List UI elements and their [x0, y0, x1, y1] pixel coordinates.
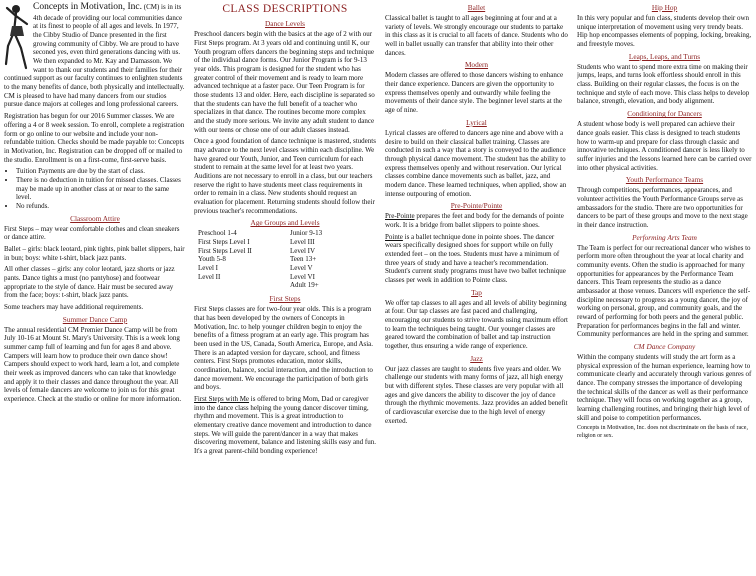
first-steps-with-me-heading: First Steps with Me	[194, 394, 250, 403]
attire-ballet: Ballet – girls: black leotard, pink tights, pink ballet slippers, hair in bun; boys: white t-shirt, black jazz pants.	[4, 244, 185, 262]
age-group-cell: Level V	[290, 264, 313, 273]
tap-text: We offer tap classes to all ages and all levels of ability beginning at four. Our tap classes are fast paced and challenging, encouraging our students to strive towards using maximum effort to learn the techniques being taught. Our younger classes are geared toward the combination of ballet and tap instruction together, thus ensuring a wide range of experience.	[385, 298, 568, 351]
jazz-text: Our jazz classes are taught to students five years and older. We challenge our students with many forms of jazz, all high energy but with different styles. These classes are very popular with all ages and give dancers the ability to discover the joy of dance through the rhythmic movements. Jazz provides an added benefit of cardiovascular exercise due to the high level of energy exerted.	[385, 364, 568, 425]
first-steps-with-me-paragraph	[194, 395, 376, 456]
conditioning-text: A student whose body is well prepared can achieve their dance goals easier. This class is designed to teach students how to warm-up and prepare for class through classic and innovative techniques. A conditioned dancer is less likely to suffer injuries and the lessons learned here can be carried over into other physical activities.	[577, 120, 752, 172]
pointe-paragraph	[385, 233, 568, 285]
hiphop-text: In this very popular and fun class, students develop their own unique interpretation of movement using very trendy beats. Hip hop encompasses elements of popping, locking, breaking, and freestyle moves.	[577, 14, 752, 49]
intro-text: is in its 4th decade of providing our local communities dance at its finest to people of all ages and levels. In 1977, the Cibby Studio of Dance presented in the first growing community of Cibby. We are proud to have seconed yes, even third generations dancing with us. We then expanded to Mr. Kay and Damasson. We want to thank our students and their families for their continued support as our faculty continues to enlighten students to the many benefits of dance, both physically and intellectually. CM is pleased to have had many dancers from our studios pursue dance majors at colleges and long professional careers.	[4, 3, 185, 109]
pre-pointe-text: prepares the feet and body for the demands of pointe work. It is a bridge from ballet slippers to pointe shoes.	[385, 212, 564, 229]
age-group-cell: Level VI	[290, 272, 315, 281]
age-group-cell: First Steps Level II	[198, 246, 252, 255]
age-group-cell: First Steps Level I	[198, 238, 250, 247]
age-group-cell: Preschool 1-4	[198, 229, 237, 238]
attire-heading: Classroom Attire	[70, 213, 120, 223]
pointe-heading: Pre-Pointe/Pointe	[450, 201, 503, 211]
bullet-refunds: • No refunds.	[16, 202, 186, 211]
youth-performance-text: Through competitions, performances, appearances, and volunteer activities the Youth Performance Groups serve as ambassadors for the studio. There are two opportunities for dancers to be part of these groups and move to the next stage in their dance instruction.	[577, 186, 748, 229]
cm-company-heading: CM Dance Company	[633, 342, 696, 352]
performing-arts-text: The Team is perfect for our recreational dancer who wishes to perform more often throughout the year at local charity and community events. Often the studio is approached for many opportunities for appearances by the Performance Team dancers. This Team represents the studio as a dance ambassador at those venues. Dancers will experience the self-discipline necessary to progress as a young dancer, the joy of working on personal, group, and community goals, and the reward of performing for both peers and the general public. Preparation for performances begins in the fall and winter. Community performances are held in the spring and summer.	[577, 243, 751, 339]
lyrical-text: Lyrical classes are offered to dancers age nine and above with a desire to build on their classical ballet training. Classes are conducted in such a way that a story is conveyed to the audience through physical dance movement. The student has the ability to express themselves openly and without reservation. Our lyrical classes combine dance movements such as ballet, jazz, and modern dance. These learned techniques, when applied, show an intense outpouring of emotion.	[385, 128, 567, 198]
age-group-cell: Level IV	[290, 246, 316, 255]
levels-heading: Dance Levels	[265, 19, 305, 29]
attire-other: All other classes – girls: any color leotard, jazz shorts or jazz pants. Dance tights a must (no pantyhose) and footwear appropriate to the style of dance. Hair must be secured away from the face; boys: t-shirt, black jazz pants.	[4, 265, 175, 300]
ballet-heading: Ballet	[467, 3, 486, 12]
column-intro	[4, 2, 186, 574]
pointe-label: Pointe	[385, 232, 403, 241]
hiphop-heading: Hip Hop	[651, 3, 678, 12]
intro-paragraph	[4, 2, 186, 109]
age-group-cell: Youth 5-8	[198, 255, 226, 264]
attire-first-steps: First Steps – may wear comfortable clothes and clean sneakers or dance attire.	[4, 224, 180, 242]
age-group-cell: Teen 13+	[290, 255, 317, 264]
lyrical-heading: Lyrical	[466, 117, 487, 127]
youth-performance-heading: Youth Performance Teams	[625, 175, 704, 185]
column-programs	[577, 2, 752, 574]
camp-heading: Summer Dance Camp	[62, 314, 128, 324]
levels-text: Preschool dancers begin with the basics at the age of 2 with our First Steps program. At 3 years old and continuing until K, our Youth program offers dancers the beginning steps and technique of the individual dance forms. Our Junior Program is for 9-13 year olds. This program is designed for the student who has greater control of their movement and is ready to learn more advanced technique at a faster pace. Our Teen Program is for those students 13 and older. Here, each discipline is separated so that the students can have the full benefit of a teacher who specializes in that dance. The routines become more complex and the study more serious. We invite any adult student to dance with our teens or chose one of our adult classes instead.	[194, 30, 375, 134]
age-group-cell: Level III	[290, 238, 315, 247]
age-group-cell: Level II	[198, 272, 221, 281]
registration-text: Registration has begun for our 2016 Summer classes. We are offering a 4 or 8 week session. To enroll, complete a registration form or go online to our website and include your non-refundable tuition. Checks should be made payable to: Concepts in Motivation, Inc. Registration can be dropped off or mailed to the studio. Enrollment is on a first-come, first-serve basis.	[4, 112, 185, 164]
page-title: CLASS DESCRIPTIONS	[222, 3, 348, 15]
performing-arts-heading: Performing Arts Team	[632, 232, 697, 242]
modern-heading: Modern	[464, 60, 489, 70]
cm-company-text: Within the company students will study the art form as a physical expression of the human experience, learning how to communicate clearly and accurately through various genres of dance. The company stresses the importance of developing the technical skills of the dancer as well as their performance technique. They will focus on working together as a group, learning challenging routines, and bringing their high level of skill and poise to competition performances.	[577, 353, 752, 422]
jazz-heading: Jazz	[470, 353, 483, 363]
modern-text: Modern classes are offered to those dancers wishing to enhance their dance experience. Dancers are given the opportunity to express themselves openly and outwardly while feeling the movements of their dance style. The beginner level starts at the age of nine.	[385, 71, 564, 115]
age-group-cell: Level I	[198, 264, 219, 273]
column-class-descriptions	[194, 2, 376, 574]
age-group-cell: Junior 9-13	[290, 229, 323, 238]
leaps-heading: Leaps, Leaps, and Turns	[628, 51, 701, 61]
bullet-deduction: • There is no deduction in tuition for missed classes. Classes may be made up in another class at or near to the same level.	[16, 176, 186, 202]
foundation-text: Once a good foundation of dance technique is mastered, students may advance to the next level classes within each discipline. We have geared our Youth, Junior, and Teen curriculum for each student to remain at the same level for at least two years. Auditions are not necessary to enroll in a class, but our teachers reserve the right to have students meet class requirements in order to remain in a class. New students should request an evaluation for placement. Returning students should follow their previous teacher's recommendations.	[194, 137, 376, 215]
leaps-text: Students who want to spend more extra time on making their jumps, leaps, and turns look effortless should enroll in this class. Building on their regular classes, the focus is on the technique and style of each move. This class helps to develop balance, strength, elevation, and body alignment.	[577, 62, 750, 106]
bullet-payments: • Tuition Payments are due by the start of class.	[16, 167, 186, 176]
pre-pointe-label: Pre-Pointe	[385, 212, 415, 221]
tuition-bullets	[4, 167, 186, 210]
age-groups-heading: Age Groups and Levels	[250, 218, 320, 228]
first-steps-text: First Steps classes are for two-four year olds. This is a program that has been developed by the owners of Concepts in Motivation, Inc. to help younger children begin to enjoy the benefits of a fitness program at an early age. This program has been used in the US, Canada, South America, Europe, and Asia. There is an adapted version for daycare, school, and fitness centers. First Steps promotes education, motor skills, coordination, balance, social interaction, and the introduction to dance movement. We encourage the participation of both girls and boys.	[194, 305, 374, 392]
ballet-text: Classical ballet is taught to all ages beginning at four and at a variety of levels. We strongly encourage our students to partake in this class as it is crucial to all facets of dance. Students who do well in ballet usually can transfer that ability into their other dances.	[385, 14, 568, 57]
pre-pointe-paragraph	[385, 212, 568, 229]
first-steps-heading: First Steps	[269, 294, 301, 304]
conditioning-heading: Conditioning for Dancers	[627, 109, 702, 119]
dancer-logo-icon	[4, 2, 30, 72]
first-steps-with-me-text: is offered to bring Mom, Dad or caregiver into the dance class helping the young dancer discover timing, rhythm and movement. This is a great introduction to elementary creative dance movement and introduction to dance steps. We will guide the parent/dancer in a way that makes discovering movement, balance and listening skills easy and fun. It's a great parent-child bonding experience!	[194, 394, 376, 455]
brand-title: Concepts in Motivation, Inc.	[33, 2, 142, 12]
pointe-text: is a ballet technique done in pointe shoes. The dancer wears specifically designed shoes for support while on fully extended feet – on the toes. Students must have a minimum of three years of study and have a teacher's recommendation. Student's current study programs must have two ballet technique classes per week in addition to Pointe class.	[385, 232, 566, 284]
footer-disclaimer: Concepts in Motivation, Inc. does not discriminate on the basis of race, religion or sex.	[577, 425, 748, 439]
camp-text: The annual residential CM Premier Dance Camp will be from July 10-16 at Mount St. Mary's University. This is a week long summer camp full of learning and fun for ages 8 and above. Campers will learn how to produce their own dance show! Campers should expect to work hard, learn a lot, and complete their week as improved dancers who can take that knowledge and apply it to their classes and dance throughout the year. All levels of female dancers are welcome to join us for this great experience. Check at the studio or online for more information.	[4, 325, 182, 404]
age-group-cell: Adult 19+	[290, 281, 319, 290]
age-groups-table	[198, 229, 376, 290]
age-group-cell	[198, 281, 284, 290]
column-styles	[385, 2, 568, 574]
attire-note: Some teachers may have additional requirements.	[4, 302, 144, 311]
tap-heading: Tap	[471, 287, 482, 297]
brand-suffix: (CM)	[143, 3, 160, 11]
